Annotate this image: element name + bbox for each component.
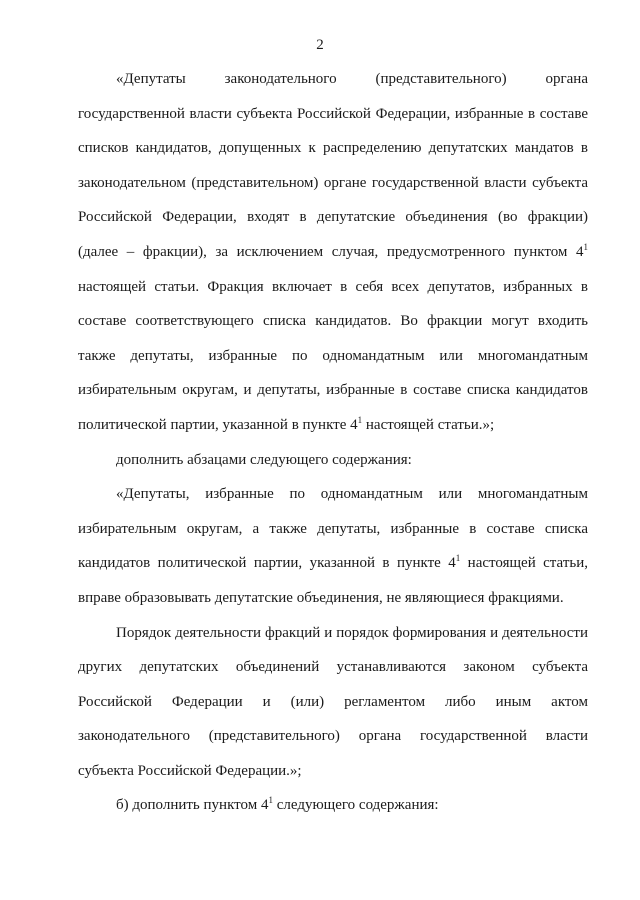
paragraph-deputy-associations	[78, 477, 588, 615]
text-line: также депутаты, избранные по одномандатным или многомандатным	[78, 347, 588, 364]
text-line: составе соответствующего списка кандидатов. Во фракции могут входить	[78, 313, 588, 330]
text-line: «Депутаты законодательного (представительного) органа	[116, 71, 588, 87]
text-segment: политической партии, указанной в пункте 4	[78, 416, 358, 433]
paragraph-procedure	[78, 616, 588, 789]
text-line: вправе образовывать депутатские объединения, не являющиеся фракциями.	[78, 589, 564, 606]
text-line: избирательным округам, и депутаты, избранные в составе списка кандидатов	[78, 382, 588, 399]
text-line	[78, 788, 588, 823]
paragraph-deputies-factions	[78, 62, 588, 443]
text-segment: следующего содержания:	[272, 797, 439, 814]
paragraph-item-b	[78, 788, 588, 823]
text-line: списков кандидатов, допущенных к распределению депутатских мандатов в	[78, 140, 588, 157]
text-line	[78, 546, 588, 581]
superscript: 1	[268, 795, 273, 806]
text-line	[78, 408, 588, 443]
text-line: государственной власти субъекта Российской Федерации, избранные в составе	[78, 105, 588, 122]
text-line: дополнить абзацами следующего содержания:	[116, 451, 412, 468]
text-line: других депутатских объединений устанавливаются законом субъекта	[78, 659, 588, 676]
text-line: субъекта Российской Федерации.»;	[78, 762, 302, 779]
paragraph-amendment-intro	[78, 443, 588, 478]
text-line: Порядок деятельности фракций и порядок формирования и деятельности	[116, 624, 588, 641]
text-segment: настоящей статьи.»;	[362, 416, 495, 433]
text-line: настоящей статьи. Фракция включает в себя всех депутатов, избранных в	[78, 278, 588, 295]
document-body	[78, 62, 588, 823]
text-line: законодательного (представительного) органа государственной власти	[78, 728, 588, 745]
text-segment: б) дополнить пунктом 4	[116, 797, 269, 814]
superscript: 1	[455, 553, 461, 564]
text-line: законодательном (представительном) органе государственной власти субъекта	[78, 174, 588, 191]
text-line	[78, 235, 588, 270]
text-segment: (далее – фракции), за исключением случая, предусмотренного пунктом 4	[78, 243, 584, 260]
text-line: избирательным округам, а также депутаты, избранные в составе списка	[78, 520, 588, 537]
page-number: 2	[316, 37, 324, 53]
text-segment: настоящей статьи,	[460, 555, 588, 572]
text-line: «Депутаты, избранные по одномандатным или многомандатным	[116, 486, 588, 503]
text-line: Российской Федерации и (или) регламентом либо иным актом	[78, 693, 588, 710]
text-line: Российской Федерации, входят в депутатские объединения (во фракции)	[78, 209, 588, 226]
text-segment: кандидатов политической партии, указанной в пункте 4	[78, 555, 456, 572]
superscript: 1	[357, 414, 363, 425]
superscript: 1	[583, 241, 588, 252]
